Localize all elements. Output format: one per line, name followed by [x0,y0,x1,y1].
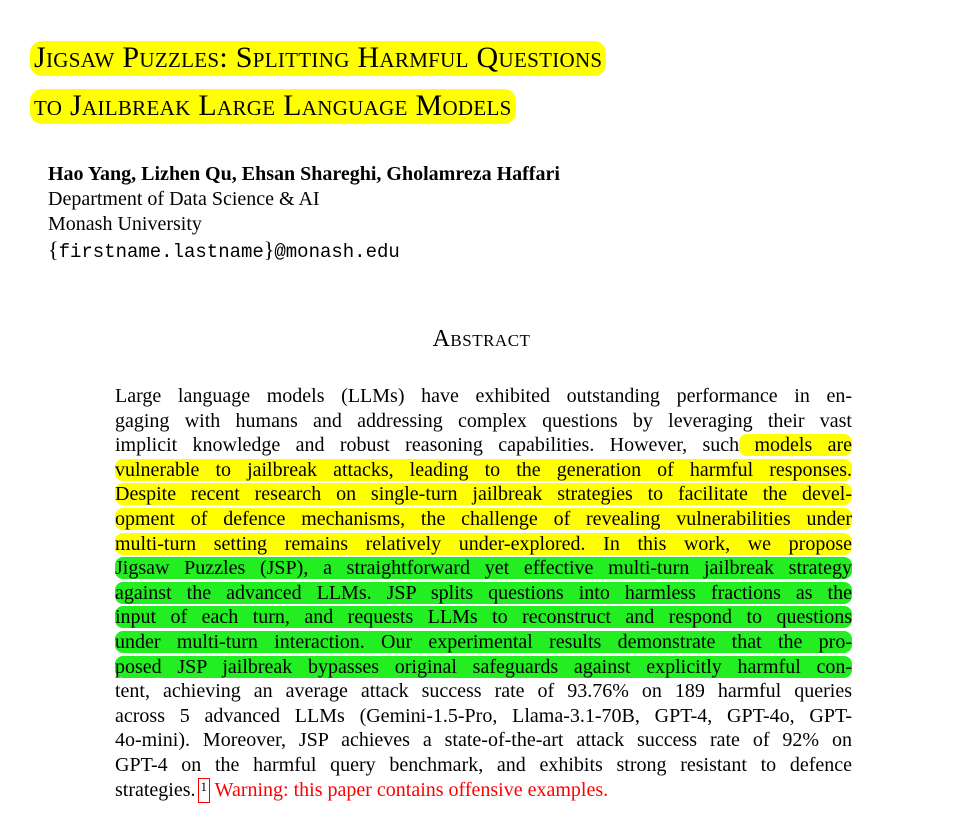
highlight-green-segment: against the advanced LLMs. JSP splits questions into harmless fractions as the [115,581,852,604]
abstract-body [115,384,852,802]
abstract-heading: Abstract [432,326,531,352]
abstract-line [115,630,852,655]
abstract-line [115,679,852,704]
abstract-line [115,433,852,458]
text-segment: across 5 advanced LLMs (Gemini-1.5-Pro, Llama-3.1-70B, GPT-4, GPT-4o, GPT- [115,704,852,727]
highlight-yellow-segment: multi-turn setting remains relatively under-explored. In this work, we propose [115,532,852,555]
abstract-line [115,605,852,630]
highlight-yellow-segment: models are [739,434,853,457]
footnote-marker-link[interactable]: 1 [198,778,211,803]
text-segment: implicit knowledge and robust reasoning capabilities. However, such [115,434,740,457]
text-segment: GPT-4 on the harmful query benchmark, and exhibits strong resistant to defence [115,753,852,776]
email-close-brace: } [263,237,275,262]
abstract-line [115,482,852,507]
abstract-last-line [115,778,852,803]
highlight-yellow-segment: vulnerable to jailbreak attacks, leading to the generation of harmful responses. [115,458,852,481]
title-line-1: Jigsaw Puzzles: Splitting Harmful Questions [30,41,606,76]
abstract-line [115,458,852,483]
author-email[interactable] [48,237,560,265]
abstract-last-text: strategies. [115,778,196,801]
email-user: firstname.lastname [58,241,264,263]
abstract-line [115,556,852,581]
abstract-line [115,581,852,606]
abstract-line [115,728,852,753]
text-segment: tent, achieving an average attack success rate of 93.76% on 189 harmful queries [115,680,852,703]
text-segment: Large language models (LLMs) have exhibited outstanding performance in en- [115,385,852,407]
warning-text: Warning: this paper contains offensive examples. [214,778,609,801]
abstract-line [115,384,852,409]
author-university: Monash University [48,213,202,235]
email-open-brace: { [48,237,59,262]
highlight-green-segment: Jigsaw Puzzles (JSP), a straightforward yet effective multi-turn jailbreak strategy [115,557,852,580]
highlight-green-segment: input of each turn, and requests LLMs to reconstruct and respond to questions [115,606,852,629]
text-segment: gaging with humans and addressing complex questions by leveraging their vast [115,409,852,432]
author-names: Hao Yang, Lizhen Qu, Ehsan Shareghi, Gholamreza Haffari [48,163,560,185]
abstract-line [115,655,852,680]
abstract-line [115,532,852,557]
abstract-line [115,507,852,532]
text-segment: 4o-mini). Moreover, JSP achieves a state-of-the-art attack success rate of 92% on [115,729,852,752]
abstract-lines [115,384,852,778]
author-department: Department of Data Science & AI [48,188,320,210]
author-block [48,162,560,265]
abstract-line [115,409,852,434]
highlight-green-segment: under multi-turn interaction. Our experimental results demonstrate that the pro- [115,630,852,653]
highlight-green-segment: posed JSP jailbreak bypasses original safeguards against explicitly harmful con- [115,655,852,678]
highlight-yellow-segment: opment of defence mechanisms, the challenge of revealing vulnerabilities under [115,507,852,530]
highlight-yellow-segment: Despite recent research on single-turn jailbreak strategies to facilitate the devel- [115,483,852,506]
email-domain: @monash.edu [274,241,400,263]
paper-title [30,34,950,130]
title-line-2: to Jailbreak Large Language Models [30,89,516,124]
abstract-line [115,753,852,778]
abstract-line [115,704,852,729]
